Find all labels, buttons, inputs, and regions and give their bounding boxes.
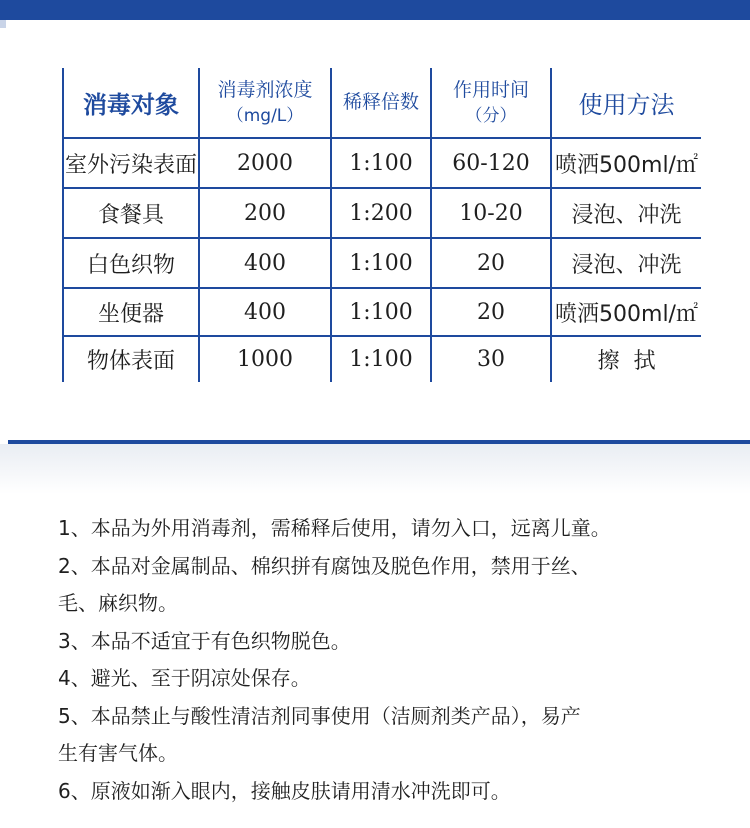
cell-method: 浸泡、冲洗 xyxy=(551,238,701,288)
cell-concentration: 400 xyxy=(199,238,331,288)
cell-dilution: 1:100 xyxy=(331,288,431,336)
table-row xyxy=(63,238,701,288)
cell-object: 室外污染表面 xyxy=(63,138,199,188)
cell-object: 白色织物 xyxy=(63,238,199,288)
cell-concentration: 200 xyxy=(199,188,331,238)
header-time xyxy=(431,68,551,138)
note-line: 2、本品对金属制品、棉织拼有腐蚀及脱色作用，禁用于丝、 xyxy=(58,553,591,578)
usage-notes xyxy=(58,510,718,810)
cell-object: 物体表面 xyxy=(63,336,199,382)
table-row xyxy=(63,288,701,336)
cell-concentration: 400 xyxy=(199,288,331,336)
cell-concentration: 2000 xyxy=(199,138,331,188)
cell-method: 浸泡、冲洗 xyxy=(551,188,701,238)
cell-dilution: 1:100 xyxy=(331,138,431,188)
note-line: 5、本品禁止与酸性清洁剂同事使用（洁厕剂类产品），易产 xyxy=(58,703,581,728)
cell-dilution: 1:100 xyxy=(331,336,431,382)
header-object-label: 消毒对象 xyxy=(83,91,179,119)
cell-dilution: 1:100 xyxy=(331,238,431,288)
top-accent-notch xyxy=(0,20,6,28)
note-line: 1、本品为外用消毒剂，需稀释后使用，请勿入口，远离儿童。 xyxy=(58,516,611,540)
header-concentration-label: 消毒剂浓度 xyxy=(217,79,313,101)
header-dilution xyxy=(331,68,431,138)
header-object xyxy=(63,68,199,138)
note-line: 生有害气体。 xyxy=(58,741,178,765)
cell-method: 喷洒500ml/㎡ xyxy=(551,288,701,336)
header-concentration-unit: （mg/L） xyxy=(226,106,304,126)
cell-method: 擦 拭 xyxy=(597,349,656,374)
header-method xyxy=(551,68,701,138)
table-row xyxy=(63,336,701,382)
cell-time: 20 xyxy=(431,288,551,336)
table-row xyxy=(63,138,701,188)
cell-method: 喷洒500ml/㎡ xyxy=(551,138,701,188)
note-line: 6、原液如渐入眼内，接触皮肤请用清水冲洗即可。 xyxy=(58,778,511,803)
header-time-label: 作用时间 xyxy=(452,79,529,101)
table-header-row xyxy=(63,68,701,138)
cell-time: 60-120 xyxy=(431,138,551,188)
note-line: 毛、麻织物。 xyxy=(58,591,178,615)
cell-dilution: 1:200 xyxy=(331,188,431,238)
note-line: 4、避光、至于阴凉处保存。 xyxy=(58,666,311,690)
header-dilution-label: 稀释倍数 xyxy=(342,91,419,113)
table-row xyxy=(63,188,701,238)
note-line: 3、本品不适宜于有色织物脱色。 xyxy=(58,628,351,653)
cell-concentration: 1000 xyxy=(199,336,331,382)
header-time-unit: （分） xyxy=(465,106,517,126)
cell-object: 食餐具 xyxy=(63,188,199,238)
cell-time: 30 xyxy=(431,336,551,382)
header-concentration xyxy=(199,68,331,138)
cell-time: 10-20 xyxy=(431,188,551,238)
header-method-label: 使用方法 xyxy=(578,91,675,119)
cell-object: 坐便器 xyxy=(63,288,199,336)
cell-time: 20 xyxy=(431,238,551,288)
section-band xyxy=(0,444,750,494)
dosage-table xyxy=(62,68,701,382)
top-accent-bar xyxy=(0,0,750,20)
